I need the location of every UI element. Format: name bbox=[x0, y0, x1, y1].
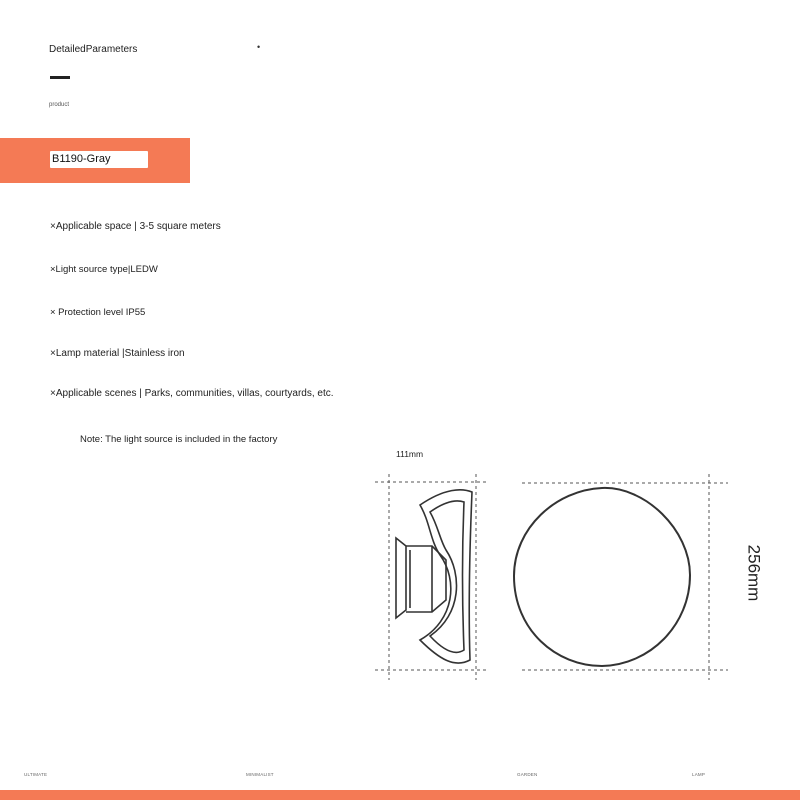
title-marker: • bbox=[257, 42, 261, 52]
page-title: DetailedParameters bbox=[49, 44, 138, 55]
footer-item-lamp: LAMP bbox=[692, 772, 706, 777]
footer-item-ultimate: ULTIMATE bbox=[24, 772, 48, 777]
footer-accent-bar bbox=[0, 790, 800, 800]
footer-item-minimalist: MINIMALIST bbox=[246, 772, 274, 777]
section-subtitle: product bbox=[49, 102, 70, 108]
spec-light-source: ×Light source type|LEDW bbox=[50, 264, 158, 275]
dimension-width-label: 111mm bbox=[396, 449, 424, 459]
dimension-height-label: 256mm bbox=[744, 544, 764, 602]
model-label: B1190-Gray bbox=[50, 151, 148, 168]
spec-lamp-material: ×Lamp material |Stainless iron bbox=[50, 348, 185, 359]
factory-note: Note: The light source is included in the factory bbox=[80, 434, 278, 445]
lamp-side-view bbox=[396, 490, 472, 663]
spec-applicable-space: ×Applicable space | 3-5 square meters bbox=[50, 221, 221, 232]
spec-applicable-scenes: ×Applicable scenes | Parks, communities, villas, courtyards, etc. bbox=[50, 388, 334, 399]
footer-item-garden: GARDEN bbox=[517, 772, 538, 777]
lamp-front-view bbox=[514, 488, 690, 666]
spec-protection-level: × Protection level IP55 bbox=[50, 307, 146, 318]
